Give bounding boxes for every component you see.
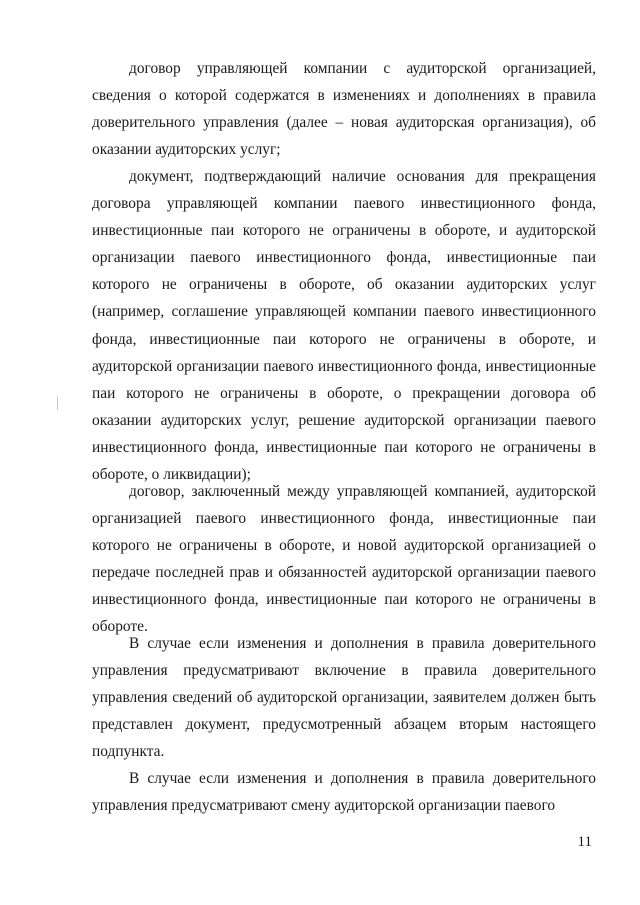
paragraph-1 [92,55,596,163]
paragraph-2 [92,163,596,488]
paragraph-text: договор управляющей компании с аудиторской организацией, сведения о которой содержатся в изменениях и дополнениях в правила доверительного управления (далее – новая аудиторская организация), об оказании аудиторских услуг; [92,60,596,159]
paragraph-text: В случае если изменения и дополнения в правила доверительного управления предусматривают включение в правила доверительного управления сведений об аудиторской организации, заявителем должен быть представлен документ, предусмотренный абзацем вторым настоящего подпункта. [92,635,596,761]
margin-mark [57,396,58,410]
paragraph-4 [92,630,596,765]
paragraph-text: договор, заключенный между управляющей компанией, аудиторской организацией паевого инвестиционного фонда, инвестиционные паи которого не ограничены в обороте, и новой аудиторской организацией о передаче последней прав и обязанностей аудиторской организации паевого инвестиционного фонда, инвестиционные паи которого не ограничены в обороте. [92,483,596,636]
paragraph-5 [92,765,596,819]
page-number: 11 [577,834,592,850]
paragraph-text: В случае если изменения и дополнения в правила доверительного управления предусматривают смену аудиторской организации паевого [92,770,596,815]
paragraph-3 [92,478,596,641]
paragraph-text: документ, подтверждающий наличие основания для прекращения договора управляющей компании паевого инвестиционного фонда, инвестиционные паи которого не ограничены в обороте, и аудиторской организации паевого инвестиционного фонда, инвестиционные паи которого не ограничены в обороте, об оказании аудиторских услуг (например, соглашение управляющей компании паевого инвестиционного фонда, инвестиционные паи которого не ограничены в обороте, и аудиторской организации паевого инвестиционного фонда, инвестиционные паи которого не ограничены в обороте, о прекращении договора об оказании аудиторских услуг, решение аудиторской организации паевого инвестиционного фонда, инвестиционные паи которого не ограничены в обороте, о ликвидации); [92,168,596,484]
